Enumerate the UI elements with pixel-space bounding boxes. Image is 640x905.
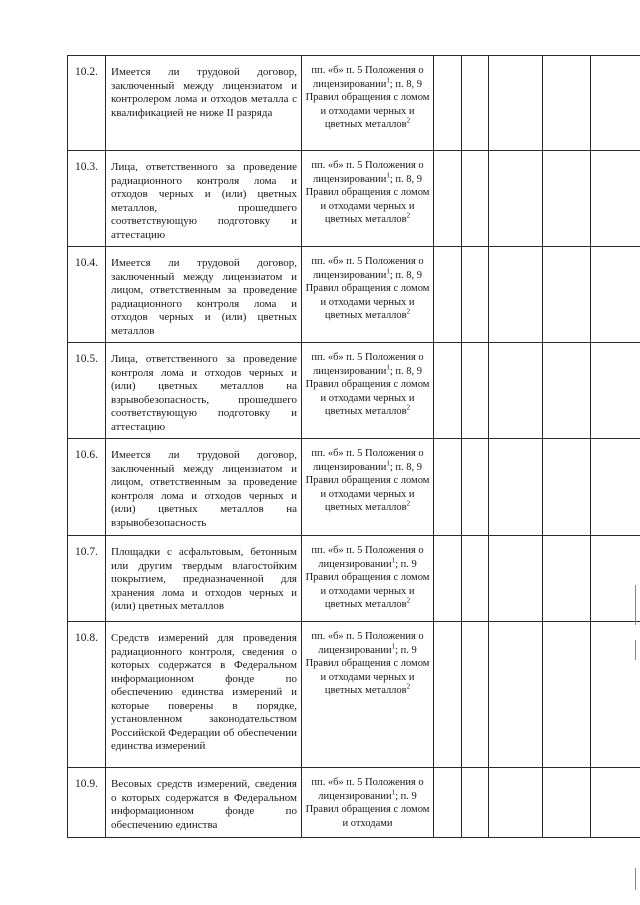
reference-text: пп. «б» п. 5 Положения о лицензировании xyxy=(311,545,424,570)
checklist-row xyxy=(68,343,640,439)
answer-cell xyxy=(489,247,543,343)
answer-cell xyxy=(489,768,543,838)
answer-cell xyxy=(591,536,640,622)
answer-cell xyxy=(434,343,462,439)
answer-cell xyxy=(591,151,640,247)
answer-cell xyxy=(434,151,462,247)
answer-cell xyxy=(543,56,591,151)
requirement-text: Площадки с асфальтовым, бетонным или другим твердым влагостойким покрытием, предназначенной для хранения лома и отходов черных и (или) цветных металлов xyxy=(106,536,302,622)
answer-cell xyxy=(434,247,462,343)
checklist-row xyxy=(68,439,640,536)
footnote-marker: 2 xyxy=(406,116,411,125)
checklist-table xyxy=(67,55,640,838)
answer-cell xyxy=(434,622,462,768)
answer-cell xyxy=(591,247,640,343)
footnote-marker: 2 xyxy=(406,596,411,605)
answer-cell xyxy=(543,439,591,536)
reference-text: ; п. 8, 9 Правил обращения с ломом и отходами черных и цветных металлов xyxy=(305,173,430,225)
checklist-row xyxy=(68,622,640,768)
requirement-text: Имеется ли трудовой договор, заключенный между лицензиатом и контролером лома и отходов металла с квалификацией не ниже II разряда xyxy=(106,56,302,151)
footnote-marker: 1 xyxy=(391,556,396,564)
reference-text: пп. «б» п. 5 Положения о лицензировании xyxy=(311,352,424,377)
answer-cell xyxy=(462,622,489,768)
footnote-marker: 2 xyxy=(406,682,411,691)
answer-cell xyxy=(489,439,543,536)
answer-cell xyxy=(543,247,591,343)
reference-text: ; п. 8, 9 Правил обращения с ломом и отходами черных и цветных металлов xyxy=(305,461,430,513)
answer-cell xyxy=(462,536,489,622)
answer-cell xyxy=(434,56,462,151)
answer-cell xyxy=(591,56,640,151)
legal-reference xyxy=(302,439,434,536)
footnote-marker: 1 xyxy=(386,76,390,84)
answer-cell xyxy=(462,247,489,343)
reference-text: пп. «б» п. 5 Положения о лицензировании xyxy=(311,65,424,90)
answer-cell xyxy=(489,622,543,768)
footnote-marker: 1 xyxy=(386,459,390,467)
item-number: 10.8. xyxy=(68,622,106,768)
reference-text: пп. «б» п. 5 Положения о лицензировании xyxy=(311,631,424,656)
answer-cell xyxy=(543,768,591,838)
footnote-marker: 1 xyxy=(386,363,390,371)
answer-cell xyxy=(591,439,640,536)
scan-edge-mark xyxy=(635,868,636,890)
footnote-marker: 1 xyxy=(386,267,390,275)
legal-reference xyxy=(302,151,434,247)
requirement-text: Лица, ответственного за проведение радиационного контроля лома и отходов черных и (или) цветных металлов, прошедшего соответствующую подготовку и аттестацию xyxy=(106,151,302,247)
scan-edge-mark xyxy=(635,640,636,660)
answer-cell xyxy=(462,151,489,247)
reference-text: пп. «б» п. 5 Положения о лицензировании xyxy=(311,160,424,185)
legal-reference xyxy=(302,768,434,838)
checklist-row xyxy=(68,247,640,343)
answer-cell xyxy=(434,536,462,622)
footnote-marker: 2 xyxy=(406,499,411,508)
answer-cell xyxy=(462,56,489,151)
answer-cell xyxy=(489,343,543,439)
requirement-text: Имеется ли трудовой договор, заключенный между лицензиатом и лицом, ответственным за проведение контроля лома и отходов черных и (или) цветных металлов на взрывобезопасность xyxy=(106,439,302,536)
checklist-body xyxy=(68,56,640,838)
answer-cell xyxy=(591,622,640,768)
checklist-row xyxy=(68,56,640,151)
answer-cell xyxy=(591,768,640,838)
answer-cell xyxy=(489,536,543,622)
legal-reference xyxy=(302,247,434,343)
requirement-text: Лица, ответственного за проведение контроля лома и отходов черных и (или) цветных металлов на взрывобезопасность, прошедшего соответствующую подготовку и аттестацию xyxy=(106,343,302,439)
item-number: 10.4. xyxy=(68,247,106,343)
legal-reference xyxy=(302,343,434,439)
answer-cell xyxy=(462,439,489,536)
footnote-marker: 1 xyxy=(391,642,396,650)
item-number: 10.3. xyxy=(68,151,106,247)
reference-text: пп. «б» п. 5 Положения о лицензировании xyxy=(311,448,424,473)
reference-text: ; п. 9 Правил обращения с ломом и отходами xyxy=(305,790,430,829)
footnote-marker: 1 xyxy=(391,788,396,796)
legal-reference xyxy=(302,536,434,622)
answer-cell xyxy=(543,536,591,622)
reference-text: ; п. 9 Правил обращения с ломом и отходами черных и цветных металлов xyxy=(305,644,430,696)
answer-cell xyxy=(434,439,462,536)
item-number: 10.9. xyxy=(68,768,106,838)
answer-cell xyxy=(489,56,543,151)
reference-text: ; п. 8, 9 Правил обращения с ломом и отходами черных и цветных металлов xyxy=(305,269,430,321)
reference-text: ; п. 8, 9 Правил обращения с ломом и отходами черных и цветных металлов xyxy=(305,365,430,417)
scan-edge-mark xyxy=(635,585,636,625)
legal-reference xyxy=(302,56,434,151)
legal-reference xyxy=(302,622,434,768)
answer-cell xyxy=(591,343,640,439)
answer-cell xyxy=(434,768,462,838)
answer-cell xyxy=(489,151,543,247)
footnote-marker: 2 xyxy=(406,403,411,412)
checklist-row xyxy=(68,768,640,838)
answer-cell xyxy=(462,768,489,838)
footnote-marker: 2 xyxy=(406,307,411,316)
answer-cell xyxy=(543,343,591,439)
footnote-marker: 1 xyxy=(386,171,390,179)
answer-cell xyxy=(543,151,591,247)
reference-text: ; п. 9 Правил обращения с ломом и отходами черных и цветных металлов xyxy=(305,558,430,610)
answer-cell xyxy=(543,622,591,768)
reference-text: пп. «б» п. 5 Положения о лицензировании xyxy=(311,777,424,802)
item-number: 10.2. xyxy=(68,56,106,151)
checklist-row xyxy=(68,536,640,622)
answer-cell xyxy=(462,343,489,439)
item-number: 10.6. xyxy=(68,439,106,536)
item-number: 10.5. xyxy=(68,343,106,439)
requirement-text: Средств измерений для проведения радиационного контроля, сведения о которых содержатся в Федеральном информационном фонде по обеспечению единства измерений и которые поверены в порядке, установленном законодательством Российской Федерации об обеспечении единства измерений xyxy=(106,622,302,768)
checklist-row xyxy=(68,151,640,247)
reference-text: ; п. 8, 9 Правил обращения с ломом и отходами черных и цветных металлов xyxy=(305,78,430,130)
requirement-text: Весовых средств измерений, сведения о которых содержатся в Федеральном информационном фонде по обеспечению единства xyxy=(106,768,302,838)
footnote-marker: 2 xyxy=(406,211,411,220)
item-number: 10.7. xyxy=(68,536,106,622)
reference-text: пп. «б» п. 5 Положения о лицензировании xyxy=(311,256,424,281)
requirement-text: Имеется ли трудовой договор, заключенный между лицензиатом и лицом, ответственным за проведение радиационного контроля лома и отходов черных и (или) цветных металлов xyxy=(106,247,302,343)
